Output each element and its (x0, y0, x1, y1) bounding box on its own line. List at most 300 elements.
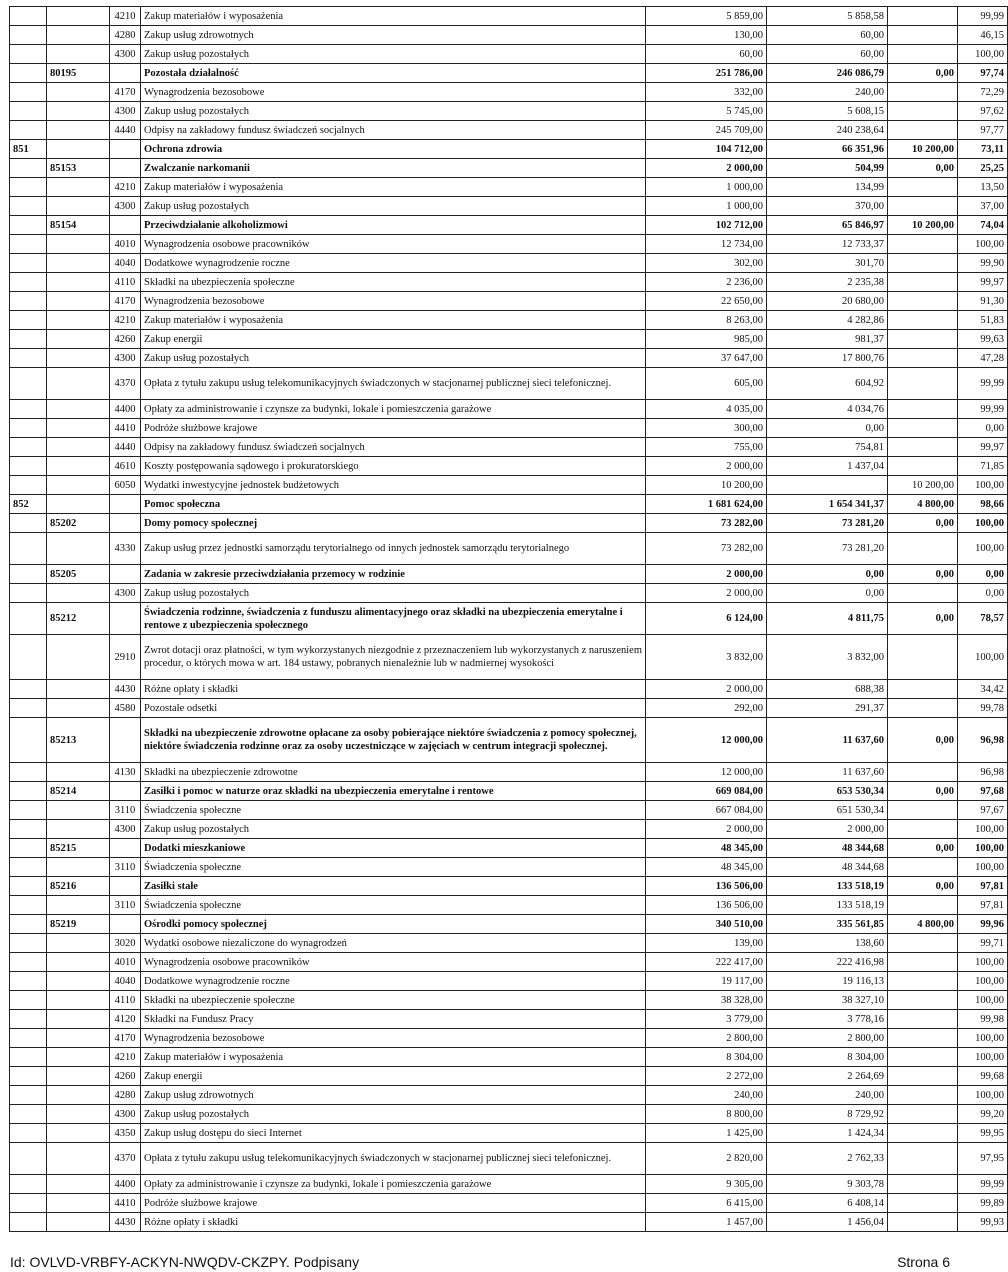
execution-value: 12 733,37 (767, 235, 888, 254)
section-code (10, 565, 47, 584)
execution-value: 2 264,69 (767, 1067, 888, 1086)
chapter-code (47, 495, 110, 514)
chapter-row (10, 565, 1008, 584)
plan-value: 1 681 624,00 (646, 495, 767, 514)
plan-value: 667 084,00 (646, 801, 767, 820)
plan-value: 5 859,00 (646, 7, 767, 26)
section-code (10, 311, 47, 330)
item-name: Podróże służbowe krajowe (141, 1194, 646, 1213)
percent-value: 100,00 (958, 635, 1008, 680)
paragraph-row (10, 330, 1008, 349)
percent-value: 97,68 (958, 782, 1008, 801)
paragraph-code: 4300 (110, 102, 141, 121)
item-name: Opłaty za administrowanie i czynsze za budynki, lokale i pomieszczenia garażowe (141, 400, 646, 419)
execution-value: 66 351,96 (767, 140, 888, 159)
execution-value: 2 000,00 (767, 820, 888, 839)
execution-value: 4 811,75 (767, 603, 888, 635)
plan-value: 8 800,00 (646, 1105, 767, 1124)
chapter-row (10, 159, 1008, 178)
investment-value (888, 1010, 958, 1029)
execution-value: 222 416,98 (767, 953, 888, 972)
paragraph-code: 4210 (110, 1048, 141, 1067)
paragraph-code (110, 603, 141, 635)
execution-value: 17 800,76 (767, 349, 888, 368)
execution-value: 8 304,00 (767, 1048, 888, 1067)
investment-value (888, 1143, 958, 1175)
plan-value: 2 000,00 (646, 820, 767, 839)
chapter-code (47, 311, 110, 330)
item-name: Zasiłki stałe (141, 877, 646, 896)
plan-value: 5 745,00 (646, 102, 767, 121)
section-code (10, 1048, 47, 1067)
execution-value: 754,81 (767, 438, 888, 457)
percent-value: 34,42 (958, 680, 1008, 699)
chapter-code (47, 1048, 110, 1067)
percent-value: 99,99 (958, 1175, 1008, 1194)
paragraph-code: 4170 (110, 83, 141, 102)
investment-value: 0,00 (888, 514, 958, 533)
percent-value: 99,99 (958, 400, 1008, 419)
investment-value (888, 1029, 958, 1048)
percent-value: 100,00 (958, 1029, 1008, 1048)
paragraph-row (10, 292, 1008, 311)
section-code (10, 235, 47, 254)
paragraph-code: 4350 (110, 1124, 141, 1143)
chapter-code (47, 1175, 110, 1194)
chapter-code (47, 820, 110, 839)
paragraph-code: 4280 (110, 1086, 141, 1105)
plan-value: 2 800,00 (646, 1029, 767, 1048)
section-code (10, 991, 47, 1010)
plan-value: 136 506,00 (646, 877, 767, 896)
section-code (10, 102, 47, 121)
execution-value: 4 034,76 (767, 400, 888, 419)
investment-value (888, 991, 958, 1010)
paragraph-code: 4400 (110, 400, 141, 419)
item-name: Zakup materiałów i wyposażenia (141, 1048, 646, 1067)
chapter-code (47, 292, 110, 311)
execution-value: 48 344,68 (767, 858, 888, 877)
paragraph-code: 4410 (110, 419, 141, 438)
plan-value: 104 712,00 (646, 140, 767, 159)
item-name: Opłata z tytułu zakupu usług telekomunikacyjnych świadczonych w stacjonarnej publicznej sieci telefonicznej. (141, 368, 646, 400)
paragraph-code: 4040 (110, 254, 141, 273)
investment-value (888, 972, 958, 991)
item-name: Podróże służbowe krajowe (141, 419, 646, 438)
chapter-code (47, 972, 110, 991)
execution-value: 291,37 (767, 699, 888, 718)
plan-value: 12 000,00 (646, 718, 767, 763)
item-name: Wynagrodzenia osobowe pracowników (141, 953, 646, 972)
plan-value: 10 200,00 (646, 476, 767, 495)
investment-value (888, 934, 958, 953)
percent-value: 97,95 (958, 1143, 1008, 1175)
plan-value: 300,00 (646, 419, 767, 438)
item-name: Składki na ubezpieczenia społeczne (141, 273, 646, 292)
item-name: Zakup usług pozostałych (141, 197, 646, 216)
percent-value: 99,95 (958, 1124, 1008, 1143)
percent-value: 96,98 (958, 718, 1008, 763)
execution-value: 8 729,92 (767, 1105, 888, 1124)
chapter-row (10, 603, 1008, 635)
paragraph-code: 4280 (110, 26, 141, 45)
paragraph-code (110, 159, 141, 178)
item-name: Zakup usług pozostałych (141, 1105, 646, 1124)
chapter-code (47, 400, 110, 419)
paragraph-row (10, 400, 1008, 419)
execution-value: 0,00 (767, 565, 888, 584)
investment-value: 10 200,00 (888, 216, 958, 235)
investment-value (888, 83, 958, 102)
section-code (10, 7, 47, 26)
paragraph-code: 4370 (110, 1143, 141, 1175)
execution-value: 73 281,20 (767, 533, 888, 565)
plan-value: 1 000,00 (646, 197, 767, 216)
item-name: Świadczenia społeczne (141, 801, 646, 820)
execution-value: 0,00 (767, 584, 888, 603)
paragraph-row (10, 584, 1008, 603)
section-code (10, 330, 47, 349)
chapter-code (47, 584, 110, 603)
paragraph-row (10, 1067, 1008, 1086)
paragraph-code: 4300 (110, 584, 141, 603)
paragraph-code: 4430 (110, 680, 141, 699)
execution-value: 240 238,64 (767, 121, 888, 140)
execution-value: 1 437,04 (767, 457, 888, 476)
paragraph-row (10, 121, 1008, 140)
paragraph-row (10, 896, 1008, 915)
percent-value: 100,00 (958, 45, 1008, 64)
item-name: Ośrodki pomocy społecznej (141, 915, 646, 934)
percent-value: 97,81 (958, 896, 1008, 915)
percent-value: 99,63 (958, 330, 1008, 349)
investment-value (888, 292, 958, 311)
paragraph-code: 6050 (110, 476, 141, 495)
section-code (10, 178, 47, 197)
chapter-code (47, 7, 110, 26)
percent-value: 100,00 (958, 858, 1008, 877)
execution-value: 981,37 (767, 330, 888, 349)
percent-value: 78,57 (958, 603, 1008, 635)
paragraph-code: 4010 (110, 953, 141, 972)
item-name: Domy pomocy społecznej (141, 514, 646, 533)
section-code (10, 254, 47, 273)
item-name: Zakup energii (141, 1067, 646, 1086)
execution-value: 3 778,16 (767, 1010, 888, 1029)
section-code (10, 584, 47, 603)
investment-value (888, 400, 958, 419)
execution-value: 240,00 (767, 83, 888, 102)
section-code (10, 801, 47, 820)
investment-value (888, 801, 958, 820)
paragraph-row (10, 1048, 1008, 1067)
investment-value: 4 800,00 (888, 495, 958, 514)
chapter-code (47, 45, 110, 64)
plan-value: 605,00 (646, 368, 767, 400)
paragraph-code (110, 782, 141, 801)
paragraph-code: 4260 (110, 330, 141, 349)
paragraph-row (10, 368, 1008, 400)
paragraph-row (10, 1105, 1008, 1124)
item-name: Zakup usług pozostałych (141, 820, 646, 839)
chapter-code: 85213 (47, 718, 110, 763)
percent-value: 47,28 (958, 349, 1008, 368)
section-code (10, 514, 47, 533)
item-name: Odpisy na zakładowy fundusz świadczeń socjalnych (141, 121, 646, 140)
percent-value: 71,85 (958, 457, 1008, 476)
investment-value (888, 26, 958, 45)
execution-value: 48 344,68 (767, 839, 888, 858)
paragraph-code: 4110 (110, 991, 141, 1010)
investment-value (888, 858, 958, 877)
plan-value: 332,00 (646, 83, 767, 102)
item-name: Dodatki mieszkaniowe (141, 839, 646, 858)
section-code (10, 1029, 47, 1048)
paragraph-row (10, 972, 1008, 991)
percent-value: 74,04 (958, 216, 1008, 235)
execution-value: 11 637,60 (767, 718, 888, 763)
paragraph-row (10, 1143, 1008, 1175)
plan-value: 1 457,00 (646, 1213, 767, 1232)
execution-value: 60,00 (767, 45, 888, 64)
section-code (10, 533, 47, 565)
item-name: Składki na ubezpieczenie zdrowotne (141, 763, 646, 782)
item-name: Zakup usług zdrowotnych (141, 26, 646, 45)
chapter-code (47, 896, 110, 915)
plan-value: 292,00 (646, 699, 767, 718)
item-name: Pozostała działalność (141, 64, 646, 83)
budget-table (9, 6, 1008, 1232)
chapter-code (47, 763, 110, 782)
section-code (10, 782, 47, 801)
paragraph-row (10, 1194, 1008, 1213)
investment-value: 0,00 (888, 565, 958, 584)
investment-value (888, 419, 958, 438)
execution-value: 301,70 (767, 254, 888, 273)
execution-value: 688,38 (767, 680, 888, 699)
percent-value: 97,62 (958, 102, 1008, 121)
chapter-code (47, 83, 110, 102)
paragraph-code: 4580 (110, 699, 141, 718)
item-name: Składki na ubezpieczenie społeczne (141, 991, 646, 1010)
percent-value: 100,00 (958, 839, 1008, 858)
chapter-code (47, 533, 110, 565)
percent-value: 99,98 (958, 1010, 1008, 1029)
investment-value: 4 800,00 (888, 915, 958, 934)
execution-value: 73 281,20 (767, 514, 888, 533)
chapter-code (47, 121, 110, 140)
section-code (10, 603, 47, 635)
paragraph-row (10, 197, 1008, 216)
paragraph-row (10, 680, 1008, 699)
item-name: Pomoc społeczna (141, 495, 646, 514)
item-name: Zasiłki i pomoc w naturze oraz składki na ubezpieczenia emerytalne i rentowe (141, 782, 646, 801)
paragraph-code: 4300 (110, 349, 141, 368)
paragraph-code: 4440 (110, 438, 141, 457)
section-code (10, 457, 47, 476)
percent-value: 73,11 (958, 140, 1008, 159)
investment-value (888, 533, 958, 565)
chapter-code (47, 1194, 110, 1213)
plan-value: 8 304,00 (646, 1048, 767, 1067)
paragraph-row (10, 235, 1008, 254)
percent-value: 99,20 (958, 1105, 1008, 1124)
item-name: Zadania w zakresie przeciwdziałania przemocy w rodzinie (141, 565, 646, 584)
item-name: Zakup usług pozostałych (141, 349, 646, 368)
paragraph-code: 4040 (110, 972, 141, 991)
plan-value: 22 650,00 (646, 292, 767, 311)
paragraph-code: 4400 (110, 1175, 141, 1194)
item-name: Ochrona zdrowia (141, 140, 646, 159)
percent-value: 0,00 (958, 565, 1008, 584)
paragraph-code: 4300 (110, 45, 141, 64)
plan-value: 3 832,00 (646, 635, 767, 680)
investment-value (888, 311, 958, 330)
section-code (10, 273, 47, 292)
investment-value (888, 368, 958, 400)
plan-value: 2 820,00 (646, 1143, 767, 1175)
investment-value: 10 200,00 (888, 476, 958, 495)
section-code (10, 197, 47, 216)
paragraph-code: 4260 (110, 1067, 141, 1086)
chapter-code (47, 1143, 110, 1175)
item-name: Składki na Fundusz Pracy (141, 1010, 646, 1029)
section-code (10, 216, 47, 235)
paragraph-code: 4130 (110, 763, 141, 782)
paragraph-row (10, 1175, 1008, 1194)
section-code (10, 877, 47, 896)
chapter-row (10, 514, 1008, 533)
item-name: Wynagrodzenia bezosobowe (141, 1029, 646, 1048)
item-name: Koszty postępowania sądowego i prokuratorskiego (141, 457, 646, 476)
paragraph-row (10, 419, 1008, 438)
section-code (10, 121, 47, 140)
plan-value: 9 305,00 (646, 1175, 767, 1194)
paragraph-code: 4210 (110, 311, 141, 330)
plan-value: 37 647,00 (646, 349, 767, 368)
plan-value: 222 417,00 (646, 953, 767, 972)
page-number: Strona 6 (897, 1254, 950, 1270)
chapter-code (47, 1010, 110, 1029)
plan-value: 73 282,00 (646, 533, 767, 565)
chapter-code (47, 26, 110, 45)
section-code (10, 476, 47, 495)
section-code (10, 1067, 47, 1086)
execution-value: 604,92 (767, 368, 888, 400)
execution-value: 5 858,58 (767, 7, 888, 26)
paragraph-row (10, 102, 1008, 121)
execution-value: 138,60 (767, 934, 888, 953)
investment-value (888, 820, 958, 839)
item-name: Wynagrodzenia bezosobowe (141, 83, 646, 102)
percent-value: 99,71 (958, 934, 1008, 953)
item-name: Składki na ubezpieczenie zdrowotne opłacane za osoby pobierające niektóre świadczenia z pomocy społecznej, niektóre świadczenia rodzinne oraz za osoby uczestniczące w zajęciach w centrum integracji społecznej. (141, 718, 646, 763)
section-code (10, 419, 47, 438)
chapter-code (47, 680, 110, 699)
investment-value (888, 178, 958, 197)
execution-value: 370,00 (767, 197, 888, 216)
item-name: Dodatkowe wynagrodzenie roczne (141, 972, 646, 991)
plan-value: 340 510,00 (646, 915, 767, 934)
item-name: Zakup materiałów i wyposażenia (141, 311, 646, 330)
paragraph-code: 4300 (110, 820, 141, 839)
item-name: Zakup usług dostępu do sieci Internet (141, 1124, 646, 1143)
item-name: Zakup usług pozostałych (141, 584, 646, 603)
section-code (10, 368, 47, 400)
section-code (10, 159, 47, 178)
paragraph-row (10, 178, 1008, 197)
percent-value: 100,00 (958, 953, 1008, 972)
document-id: Id: OVLVD-VRBFY-ACKYN-NWQDV-CKZPY. Podpisany (10, 1254, 360, 1270)
plan-value: 38 328,00 (646, 991, 767, 1010)
execution-value: 240,00 (767, 1086, 888, 1105)
percent-value: 97,74 (958, 64, 1008, 83)
percent-value: 99,90 (958, 254, 1008, 273)
execution-value: 60,00 (767, 26, 888, 45)
paragraph-row (10, 1124, 1008, 1143)
chapter-code (47, 235, 110, 254)
paragraph-code: 4010 (110, 235, 141, 254)
execution-value: 3 832,00 (767, 635, 888, 680)
execution-value: 133 518,19 (767, 896, 888, 915)
chapter-row (10, 915, 1008, 934)
chapter-code (47, 438, 110, 457)
paragraph-code (110, 839, 141, 858)
execution-value: 2 235,38 (767, 273, 888, 292)
paragraph-row (10, 7, 1008, 26)
chapter-row (10, 216, 1008, 235)
plan-value: 12 000,00 (646, 763, 767, 782)
section-code (10, 83, 47, 102)
percent-value: 99,97 (958, 273, 1008, 292)
item-name: Świadczenia społeczne (141, 858, 646, 877)
investment-value (888, 102, 958, 121)
paragraph-code: 4210 (110, 178, 141, 197)
paragraph-code: 4330 (110, 533, 141, 565)
paragraph-row (10, 438, 1008, 457)
investment-value (888, 121, 958, 140)
percent-value: 0,00 (958, 419, 1008, 438)
plan-value: 2 000,00 (646, 159, 767, 178)
paragraph-row (10, 1086, 1008, 1105)
paragraph-row (10, 858, 1008, 877)
chapter-row (10, 718, 1008, 763)
item-name: Wynagrodzenia bezosobowe (141, 292, 646, 311)
execution-value: 2 800,00 (767, 1029, 888, 1048)
paragraph-code: 4210 (110, 7, 141, 26)
paragraph-code (110, 565, 141, 584)
paragraph-row (10, 457, 1008, 476)
paragraph-code (110, 216, 141, 235)
plan-value: 245 709,00 (646, 121, 767, 140)
plan-value: 669 084,00 (646, 782, 767, 801)
execution-value: 133 518,19 (767, 877, 888, 896)
percent-value: 25,25 (958, 159, 1008, 178)
plan-value: 102 712,00 (646, 216, 767, 235)
item-name: Zakup materiałów i wyposażenia (141, 178, 646, 197)
paragraph-row (10, 83, 1008, 102)
chapter-code (47, 991, 110, 1010)
item-name: Zakup usług zdrowotnych (141, 1086, 646, 1105)
page-footer (10, 1254, 950, 1270)
chapter-code (47, 1029, 110, 1048)
chapter-code (47, 273, 110, 292)
execution-value: 651 530,34 (767, 801, 888, 820)
percent-value: 100,00 (958, 972, 1008, 991)
plan-value: 755,00 (646, 438, 767, 457)
paragraph-row (10, 820, 1008, 839)
investment-value (888, 438, 958, 457)
